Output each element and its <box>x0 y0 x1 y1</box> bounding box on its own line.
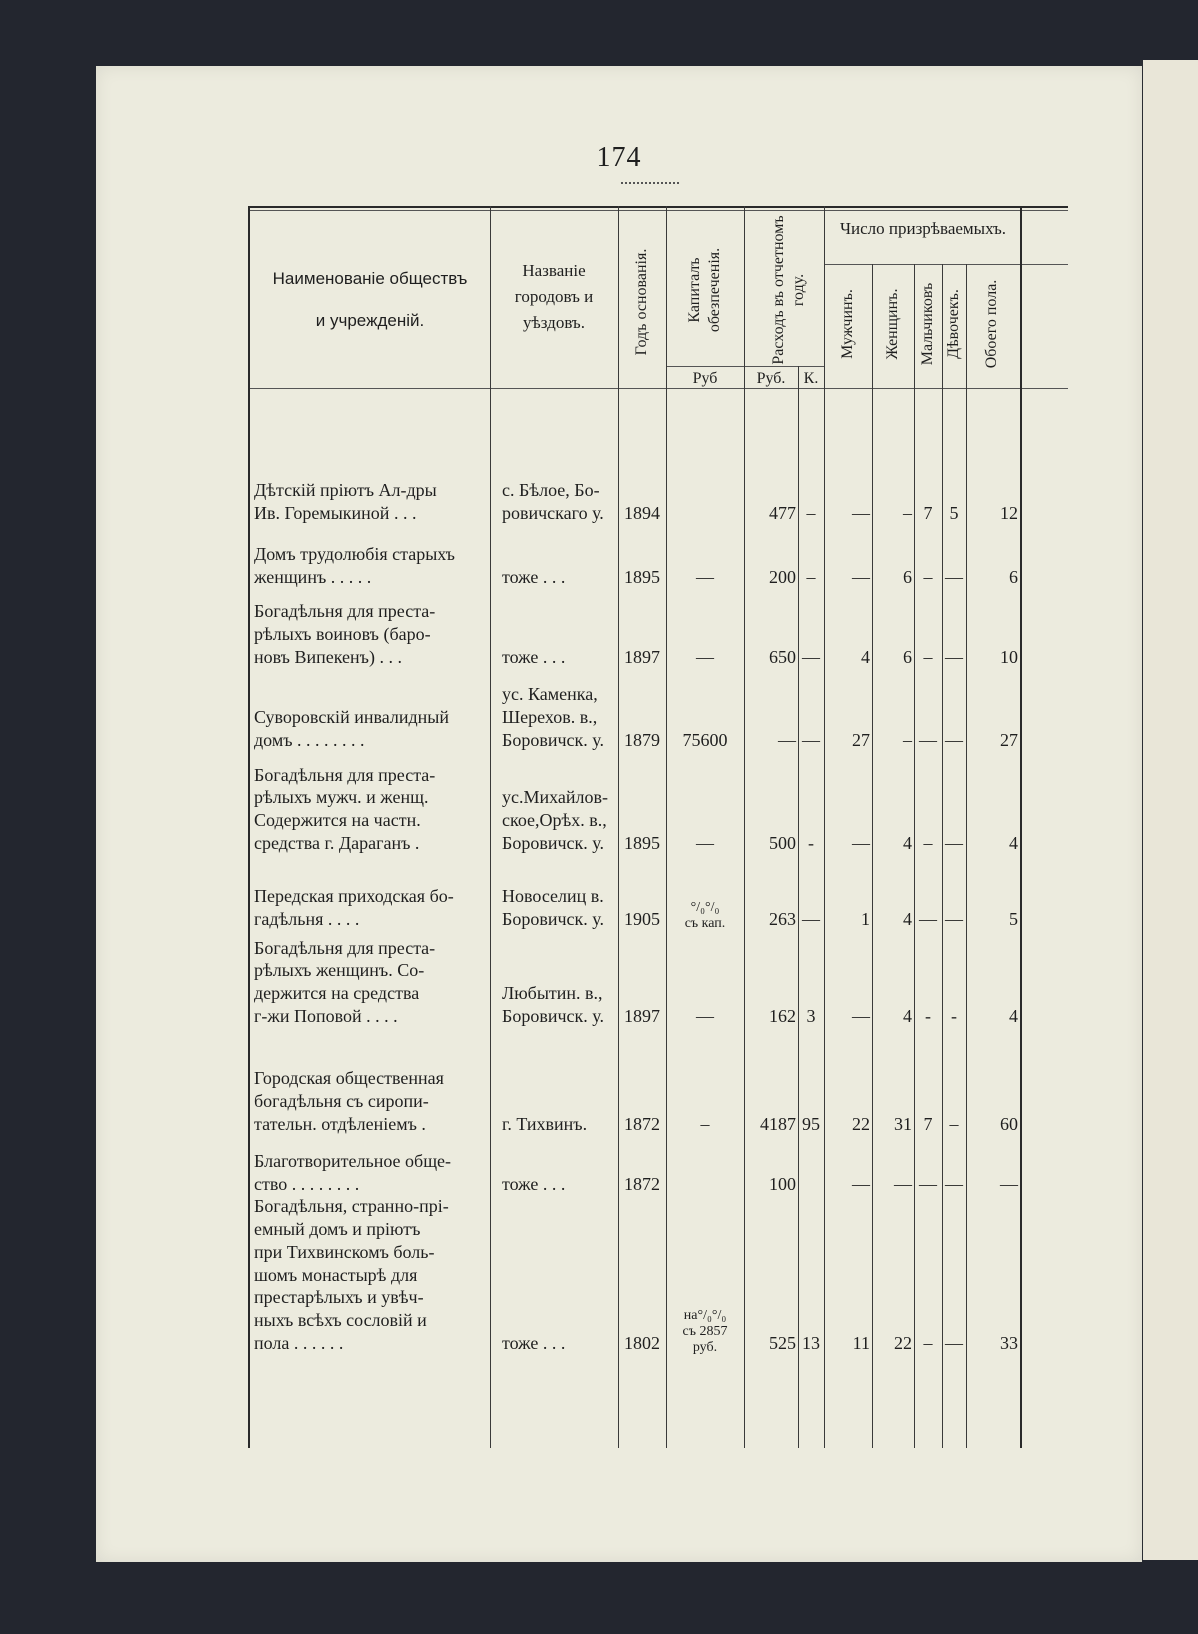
row-5-both: 5 <box>1009 909 1018 929</box>
header-women: Женщинъ. <box>884 288 901 360</box>
row-7-both: 60 <box>1000 1114 1018 1134</box>
row-2-name-line-2: новъ Випекенъ) . . . <box>254 647 402 667</box>
row-0-boys: 7 <box>923 503 933 523</box>
row-8-year: 1872 <box>624 1174 660 1194</box>
page-number-ornament <box>621 178 679 184</box>
row-6-capital: — <box>696 1006 714 1026</box>
row-4-men: — <box>852 833 870 853</box>
row-9-name-line-0: Богадѣльня, странно-прі- <box>254 1196 449 1217</box>
row-8-men: — <box>852 1174 870 1194</box>
row-3-town-line-1: Шерехов. в., <box>502 707 598 728</box>
row-3-women: – <box>903 730 912 750</box>
row-5-women: 4 <box>903 909 912 929</box>
row-0-town-line-0: с. Бѣлое, Бо- <box>502 480 600 501</box>
row-6-name-line-1: рѣлыхъ женщинъ. Со- <box>254 960 425 981</box>
row-3-capital: 75600 <box>682 730 728 750</box>
row-1-town-line-0: тоже . . . <box>502 567 566 587</box>
row-0-men: — <box>852 503 870 523</box>
row-5-town-line-1: Боровичск. у. <box>502 909 604 929</box>
row-6-town-line-1: Боровичск. у. <box>502 1006 604 1026</box>
header-institution-1: Наименованіе обществъ <box>272 269 468 288</box>
col-line-10 <box>1020 206 1022 1448</box>
row-0-girls: 5 <box>949 503 959 523</box>
row-6-men: — <box>852 1006 870 1026</box>
row-0-women: – <box>903 503 912 523</box>
row-9-name-line-6: пола . . . . . . <box>254 1333 344 1353</box>
header-capital: Капиталъ обезпеченія. <box>686 247 723 333</box>
header-expense: Расходъ въ отчетномъ году. <box>770 215 807 365</box>
row-5-expense-kop: — <box>802 909 820 929</box>
row-9-name-line-2: при Тихвинскомъ боль- <box>254 1241 435 1262</box>
row-4-both: 4 <box>1009 833 1018 853</box>
row-9-capital-line-1: съ 2857 <box>682 1324 728 1339</box>
row-6-town-line-0: Любытин. в., <box>502 983 603 1004</box>
row-4-capital: — <box>696 833 714 853</box>
row-4-girls: — <box>945 833 963 853</box>
row-4-town-line-0: ус.Михайлов- <box>502 787 608 808</box>
charity-table <box>248 206 1068 1448</box>
row-9-name-line-5: ныхъ всѣхъ сословій и <box>254 1310 427 1331</box>
row-3-year: 1879 <box>624 730 660 750</box>
row-8-town-line-0: тоже . . . <box>502 1174 566 1194</box>
row-3-men: 27 <box>852 730 870 750</box>
row-6-both: 4 <box>1009 1006 1018 1026</box>
group-header-rule <box>824 264 1068 265</box>
row-4-boys: – <box>923 833 933 853</box>
row-6-name-line-0: Богадѣльня для престa- <box>254 937 436 958</box>
row-7-town-line-0: г. Тихвинъ. <box>502 1114 588 1134</box>
col-line-3 <box>666 206 667 1448</box>
col-line-5 <box>824 206 825 1448</box>
row-2-capital: — <box>696 647 714 667</box>
row-9-name-line-4: престарѣлыхъ и увѣч- <box>254 1287 424 1308</box>
header-towns-2: городовъ и <box>514 287 594 306</box>
row-4-name-line-1: рѣлыхъ мужч. и женщ. <box>254 787 429 808</box>
row-7-capital: – <box>700 1114 710 1134</box>
row-5-capital-line-0: °/₀°/₀ <box>690 900 720 915</box>
row-5-capital-line-1: съ кап. <box>684 916 726 931</box>
row-8-boys: — <box>919 1174 937 1194</box>
row-1-expense-kop: – <box>806 567 816 587</box>
row-1-name-line-0: Домъ трудолюбія старыхъ <box>254 544 455 565</box>
header-group: Число призрѣваемыхъ. <box>839 219 1007 238</box>
col-line-kop <box>798 366 799 1448</box>
row-3-boys: — <box>919 730 937 750</box>
row-2-both: 10 <box>1000 647 1018 667</box>
header-unit-rub: Руб <box>692 370 718 387</box>
row-5-name-line-1: гадѣльня . . . . <box>254 909 360 929</box>
row-3-expense-rub: — <box>778 730 796 750</box>
row-4-town-line-1: ское,Орѣх. в., <box>502 810 607 831</box>
header-boys: Мальчиковъ <box>919 282 936 366</box>
row-1-men: — <box>852 567 870 587</box>
row-7-men: 22 <box>852 1114 870 1134</box>
row-1-name-line-1: женщинъ . . . . . <box>254 567 372 587</box>
unit-rule <box>666 366 824 367</box>
row-2-town-line-0: тоже . . . <box>502 647 566 667</box>
col-line-2 <box>618 206 619 1448</box>
header-towns-3: уѣздовъ. <box>523 313 585 332</box>
col-line-1 <box>490 206 491 1448</box>
row-7-girls: – <box>949 1114 959 1134</box>
row-2-expense-rub: 650 <box>769 647 796 667</box>
row-8-name-line-0: Благотворительное обще- <box>254 1151 452 1172</box>
row-7-name-line-1: богадѣльня съ сиропи- <box>254 1091 429 1112</box>
row-3-name-line-0: Суворовскій инвалидный <box>254 707 450 728</box>
row-4-year: 1895 <box>624 833 660 853</box>
row-9-name-line-1: емный домъ и пріютъ <box>254 1219 421 1239</box>
row-3-town-line-2: Боровичск. у. <box>502 730 604 750</box>
row-1-boys: – <box>923 567 933 587</box>
row-9-women: 22 <box>894 1333 912 1353</box>
row-7-name-line-0: Городская общественная <box>254 1068 444 1089</box>
row-7-name-line-2: тательн. отдѣленіемъ . <box>254 1114 426 1134</box>
row-1-capital: — <box>696 567 714 587</box>
row-9-expense-kop: 13 <box>802 1333 820 1353</box>
row-0-expense-rub: 477 <box>769 503 796 523</box>
row-1-year: 1895 <box>624 567 660 587</box>
row-6-expense-rub: 162 <box>769 1006 796 1026</box>
row-2-girls: — <box>945 647 963 667</box>
row-9-boys: – <box>923 1333 933 1353</box>
row-4-expense-kop: - <box>808 833 814 853</box>
row-1-women: 6 <box>903 567 912 587</box>
row-0-name-line-0: Дѣтскій пріютъ Ал-дры <box>254 480 437 501</box>
row-3-town-line-0: ус. Каменка, <box>502 684 598 705</box>
row-9-expense-rub: 525 <box>769 1333 796 1353</box>
row-9-capital-line-2: руб. <box>692 1340 718 1355</box>
row-4-name-line-2: Содержится на частн. <box>254 810 421 831</box>
row-9-name-line-3: шомъ монастырѣ для <box>254 1264 418 1285</box>
row-2-men: 4 <box>861 647 870 667</box>
row-0-name-line-1: Ив. Горемыкиной . . . <box>254 503 417 523</box>
row-2-name-line-1: рѣлыхъ воиновъ (баро- <box>254 624 431 645</box>
row-4-women: 4 <box>903 833 912 853</box>
header-towns-1: Названіе <box>522 261 586 280</box>
row-0-year: 1894 <box>624 503 660 523</box>
row-9-men: 11 <box>852 1333 870 1353</box>
row-5-boys: — <box>919 909 937 929</box>
row-0-expense-kop: – <box>806 503 816 523</box>
row-2-year: 1897 <box>624 647 660 667</box>
row-6-women: 4 <box>903 1006 912 1026</box>
row-8-women: — <box>894 1174 912 1194</box>
row-5-name-line-0: Передская приходская бо- <box>254 886 454 907</box>
col-line-9 <box>966 264 967 1448</box>
row-4-name-line-3: средства г. Дараганъ . <box>254 833 420 853</box>
row-4-town-line-2: Боровичск. у. <box>502 833 604 853</box>
header-both: Обоего пола. <box>983 279 1000 369</box>
header-men: Мужчинъ. <box>839 289 856 359</box>
row-1-girls: — <box>945 567 963 587</box>
row-2-expense-kop: — <box>802 647 820 667</box>
header-institution-2: и учрежденій. <box>315 311 425 330</box>
row-9-capital-line-0: на°/₀°/₀ <box>683 1308 727 1323</box>
row-6-expense-kop: 3 <box>806 1006 816 1026</box>
row-7-year: 1872 <box>624 1114 660 1134</box>
row-8-both: — <box>1000 1174 1018 1194</box>
table-top-rule <box>248 206 1068 208</box>
row-3-both: 27 <box>1000 730 1018 750</box>
header-unit-kop: К. <box>803 370 819 387</box>
row-8-name-line-1: ство . . . . . . . . <box>254 1174 360 1194</box>
row-9-girls: — <box>945 1333 963 1353</box>
col-line-4 <box>744 206 745 1448</box>
header-girls: Дѣвочекъ. <box>945 289 962 359</box>
row-7-expense-kop: 95 <box>802 1114 820 1134</box>
row-6-name-line-2: держится на средства <box>254 983 420 1004</box>
col-line-6 <box>872 264 873 1448</box>
table-top-rule-2 <box>248 210 1068 211</box>
row-6-girls: - <box>951 1006 957 1026</box>
row-2-boys: – <box>923 647 933 667</box>
row-5-men: 1 <box>861 909 870 929</box>
page-number: 174 <box>596 142 642 173</box>
row-8-girls: — <box>945 1174 963 1194</box>
row-5-girls: — <box>945 909 963 929</box>
row-4-name-line-0: Богадѣльня для преста- <box>254 764 436 785</box>
row-1-both: 6 <box>1009 567 1018 587</box>
row-3-expense-kop: — <box>802 730 820 750</box>
row-2-women: 6 <box>903 647 912 667</box>
row-4-expense-rub: 500 <box>769 833 796 853</box>
col-line-0 <box>248 206 250 1448</box>
row-3-girls: — <box>945 730 963 750</box>
row-7-boys: 7 <box>923 1114 933 1134</box>
col-line-8 <box>942 264 943 1448</box>
row-9-both: 33 <box>1000 1333 1018 1353</box>
row-5-expense-rub: 263 <box>769 909 796 929</box>
row-8-expense-rub: 100 <box>769 1174 796 1194</box>
row-6-boys: - <box>925 1006 931 1026</box>
row-0-both: 12 <box>1000 503 1018 523</box>
row-1-expense-rub: 200 <box>769 567 796 587</box>
adjacent-page-edge <box>1140 60 1198 1560</box>
row-3-name-line-1: домъ . . . . . . . . <box>254 730 365 750</box>
row-2-name-line-0: Богадѣльня для преста- <box>254 601 436 622</box>
col-line-7 <box>914 264 915 1448</box>
row-6-name-line-3: г-жи Поповой . . . . <box>254 1006 398 1026</box>
header-year: Годъ основанія. <box>633 248 650 356</box>
header-bottom-rule <box>248 388 1068 389</box>
row-5-year: 1905 <box>624 909 660 929</box>
document-page <box>96 66 1142 1562</box>
row-5-town-line-0: Новоселиц в. <box>502 886 604 907</box>
header-unit-rub2: Руб. <box>756 370 786 387</box>
row-0-town-line-1: ровичскаго у. <box>502 503 604 523</box>
row-9-year: 1802 <box>624 1333 660 1353</box>
row-9-town-line-0: тоже . . . <box>502 1333 566 1353</box>
row-7-expense-rub: 4187 <box>760 1114 796 1134</box>
row-6-year: 1897 <box>624 1006 660 1026</box>
row-7-women: 31 <box>894 1114 912 1134</box>
